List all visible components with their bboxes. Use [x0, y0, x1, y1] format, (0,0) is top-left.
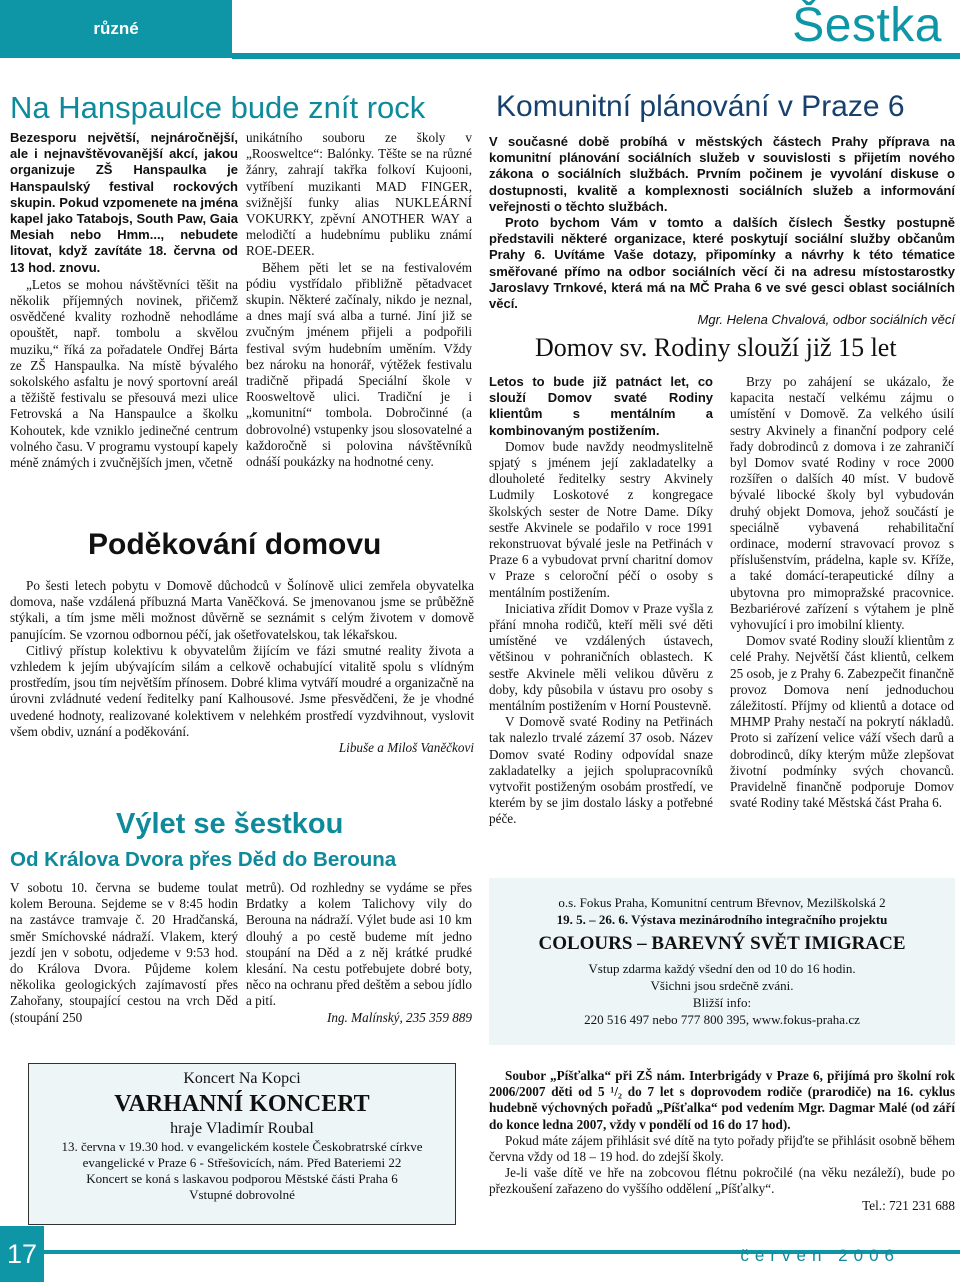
rock-column-2 [246, 130, 472, 470]
rock-paragraph-1: „Letos se mohou návštěvníci těšit na několik příjemných novinek, přičemž osvědčené kvality rozhodně nehodláme opouštět, např. tombolu a skvělou muziku,“ říká za pořadatele Ondřej Bárta ze ZŠ Hanspaulka. Na místě bývalého sokolského asfaltu je nový sportovní areál a těžiště festivalu se přesouvá mezi ulice Fetrovská a Na Hanspaulce a školku Kohoutek, kde vzniklo jedinečné centrum volného času. V programu vystoupí kapely méně známých i zvučnějších jmen, včetně [10, 276, 238, 471]
page-number: 17 [0, 1226, 44, 1282]
pistalka-paragraph-2: Je-li vaše dítě ve hře na zobcovou flétnu pokročilé (na věku nezáleží), bude po přezkoušení zařazeno do vyššího oddělení „Píšťalky“. [489, 1165, 955, 1197]
domov-paragraph-2: Iniciativa zřídit Domov v Praze vyšla z přání mnoha rodičů, kteří měli své děti umístěné ve vzdálených ústavech, většinou v pohraničních oblastech. K sestře Akvinele měli velikou důvěru z doby, kdy působila v ústavu pro osoby s mentálním postižením v Horní Poustevně. [489, 600, 713, 714]
fokus-line-6: 220 516 497 nebo 777 800 395, www.fokus-praha.cz [584, 1012, 860, 1027]
koncert-line-1: Koncert Na Kopci [183, 1070, 301, 1087]
domov-paragraph-5: Domov svaté Rodiny slouží klientům z celé Prahy. Největší část klientů, celkem 25 osob, je z Prahy 6. Zabezpečit finančně provoz Domova není jednoduchou záležitostí. Příjmy od klientů a dotace od MHMP Prahy nestačí na pokrytí nákladů. Proto si zařízení velice váží všech darů a dobrodinců, díky kterým může zlepšovat životní podmínky svých chovanců. Pravidelně finančně podporuje Domov svaté Rodiny také Městská část Praha 6. [730, 633, 954, 811]
fokus-line-1: o.s. Fokus Praha, Komunitní centrum Břevnov, Mezilškolská 2 [558, 895, 886, 910]
komunitni-signature: Mgr. Helena Chvalová, odbor sociálních věcí [697, 312, 955, 328]
fokus-title: COLOURS – BAREVNÝ SVĚT IMIGRACE [538, 933, 906, 954]
section-tab: různé [0, 0, 232, 58]
vylet-column-2 [246, 880, 472, 1026]
domov-lead: Letos to bude již patnáct let, co slouží Domov svaté Rodiny klientům s mentálním a kombinovaným postižením. [489, 374, 713, 438]
vylet-signature: Ing. Malínský, 235 359 889 [326, 1009, 472, 1025]
koncert-box [28, 1063, 456, 1225]
koncert-line-4: Koncert se koná s laskavou podporou Městské části Praha 6 [86, 1171, 398, 1186]
domov-paragraph-1: Domov bude navždy neodmyslitelně spjatý s jménem její zakladatelky a dlouholeté ředitelky sestry Akvinely Ludmily Loskotové z kongregace školských sester de Notre Dame. Díky sestře Akvinele se podařilo v roce 1991 rekonstruovat bývalé jesle na Petřinách v Praze 6 a vybudovat první charitní domov v Praze s celoroční péčí o osoby s mentálním postižením. [489, 438, 713, 600]
domov-column-2 [730, 374, 954, 811]
vylet-paragraph-2: metrů). Od rozhledny se vydáme se přes Brdatky a kolem Talichovy vily do Berouna na nádraží. Výlet bude asi 10 km dlouhý a po cestě budeme mít jedno stoupání na Děd a z něj krátké prudké klesání. Na cestu potřebujete dobré boty, něco na ochranu před deštěm a sebou jídlo a pití. [246, 880, 472, 1009]
komunitni-lead-2: Proto bychom Vám v tomto a dalších číslech Šestky postupně představili některé organizace, které poskytují sociální služby občanům Prahy 6. Uvítáme Vaše dotazy, připomínky a návrhy k této tématice směřované přímo na odbor sociálních věcí či na adresu místostarostky Jaroslavy Trnkové, která má na MČ Praha 6 ve své gesci oblast sociálních věcí. [489, 215, 955, 312]
fokus-line-3: Vstup zdarma každý všední den od 10 do 16 hodin. [588, 961, 856, 976]
rock-lead: Bezesporu největší, nejnáročnější, ale i nejnavštěvovanější akcí, jakou organizuje ZŠ Hanspaulka je Hanspaulský festival rockových skupin. Pokud vzpomenete na jména kapel jako Tatabojs, South Paw, Gaia Mesiah nebo Hmm..., nebudete litovat, když zavítáte 18. června od 13 hod. znovu. [10, 130, 238, 275]
pistalka-block [489, 1068, 955, 1214]
koncert-line-5: Vstupné dobrovolné [189, 1187, 295, 1202]
header-rule [232, 53, 960, 59]
koncert-line-2: hraje Vladimír Roubal [170, 1120, 314, 1137]
komunitni-title: Komunitní plánování v Praze 6 [496, 90, 905, 123]
koncert-title: VARHANNÍ KONCERT [114, 1091, 370, 1117]
domov-paragraph-4: Brzy po zahájení se ukázalo, že kapacita nestačí velkému zájmu o umístění v Domově. Za velkého úsilí sestry Akvinely a finanční podpory celé řady dobrodinců z domova i ze zahraničí byl Domov svaté Rodiny v roce 2000 rozšířen o dalších 40 míst. V budově bývalé libocké školy byl vybudován druhý objekt Domova, jehož součástí je speciálně vybavená rehabilitační ordinace, moderní stravovací provoz s příslušenstvím, prádelna, kaple sv. Kříže, a také domácí-terapeutické dílny a ubytovna pro mimopražské pracovnice. Bezbariérové zařízení s výtahem je plně vyhovující i pro imobilní klienty. [730, 374, 954, 633]
domov-column-1 [489, 374, 713, 828]
vylet-column-1 [10, 880, 238, 1026]
domov-title: Domov sv. Rodiny slouží již 15 let [535, 333, 897, 362]
podekovani-body [10, 578, 474, 756]
rock-title: Na Hanspaulce bude znít rock [10, 90, 426, 125]
pistalka-lead: Soubor „Píšťalka“ při ZŠ nám. Interbrigády v Praze 6, přijímá pro školní rok 2006/2007 děti od 5 ¹/₂ do 7 let s doprovodem rodiče (prarodiče) na 16. cyklus hudebně výchovných pořadů „Píšťalka“ pod vedením Mgr. Dagmar Malé (od září do konce ledna 2007, vždy v pondělí od 16 do 17 hod). [489, 1068, 955, 1132]
magazine-logo: Šestka [792, 0, 942, 52]
vylet-subtitle: Od Králova Dvora přes Děd do Berouna [10, 848, 397, 871]
podekovani-signature: Libuše a Miloš Vaněčkovi [338, 740, 474, 756]
domov-paragraph-3: V Domově svaté Rodiny na Petřinách tak nalezlo trvalé zázemí 37 osob. Název Domov svaté Rodiny odpovídal snaze zakladatelky a jejich spolupracovníků vytvořit postiženým osobám prostředí, ve kterém by se jim dostalo lásky a potřebné péče. [489, 714, 713, 827]
koncert-line-3: 13. června v 19.30 hod. v evangelickém kostele Českobratrské církve evangelické v Praze 6 - Střešovicích, nám. Před Bateriemi 22 [61, 1139, 423, 1170]
rock-paragraph-2: unikátního souboru ze školy v „Roosweltce“: Balónky. Těšte se na různé žánry, zahrají takřka folkoví Kujooni, vytříbení muzikanti MAD FINGER, svižnější funky alias NUKLEÁRNÍ VOKURKY, zpěvní ANOTHER WAY a melodičtí a hudebnímu publiku známí ROE-DEER. [246, 130, 472, 259]
fokus-line-2: 19. 5. – 26. 6. Výstava mezinárodního integračního projektu [556, 912, 888, 927]
pistalka-phone: Tel.: 721 231 688 [862, 1197, 955, 1213]
issue-month: červen 2006 [740, 1246, 900, 1265]
podekovani-paragraph-2: Citlivý přístup kolektivu k obyvatelům žijícím ve fázi smutné reality života a vzhledem k jejím ubývajícím silám a celkově ochabující vitalitě spolu s vlídným prostředím, jsou tím největším přínosem. Dobré klima vytváří moudré a organizačně na úrovni zvládnuté vedení ředitelky paní Kalhousové. Jsme přesvědčeni, že je vhodné uvedené hodnoty, realizované kolektivem v nelehkém prostředí vyzdvihnout, vyslovit všem obdiv, uznání a poděkování. [10, 642, 474, 739]
komunitni-lead-block [489, 134, 955, 328]
komunitni-lead: V současné době probíhá v městských částech Prahy příprava na komunitní plánování sociálních služeb v souvislosti s přijetím nového zákona o sociálních službách. Prvním počinem je vyvolání diskuse o dostupnosti, kvalitě a komplexnosti sociálních služeb a informování veřejnosti o těchto službách. [489, 134, 955, 214]
vylet-title: Výlet se šestkou [116, 808, 344, 840]
fokus-line-5: Bližší info: [692, 995, 752, 1010]
podekovani-title: Poděkování domovu [88, 528, 382, 561]
vylet-paragraph-1: V sobotu 10. června se budeme toulat kolem Berouna. Sejdeme se v 8:45 hodin na zastávce tramvaje č. 20 Hradčanská, směr Smíchovské nádraží. Vlakem, který jezdí jen v sobotu, odjedeme v 9:53 hod. do Králova Dvora. Půjdeme kolem několika geologických zajímavostí přes Zahořany, stoupající cestou na vrch Děd (stoupání 250 [10, 880, 238, 1025]
rock-column-1 [10, 130, 238, 471]
rock-paragraph-3: Během pěti let se na festivalovém pódiu vystřídalo přibližně pětadvacet skupin. Některé začínaly, nikdo je neznal, a dnes mají svá alba a turné. Jiní již se zvučným jménem přijeli a podpořili festival svým hudebním uměním. Vždy bez nároku na honorář, výtěžek festivalu tradičně připadá Speciální škole v Roosweltově ulici. Tradiční je i „komunitní“ tombola. Dobročinné (a dobrovolné) vstupenky jsou slosovatelné a každoročně si polovina návštěvníků odnáší poukázky na hodnotné ceny. [246, 259, 472, 470]
fokus-line-4: Všichni jsou srdečně zváni. [650, 978, 794, 993]
podekovani-paragraph-1: Po šesti letech pobytu v Domově důchodců v Šolínově ulici zemřela obyvatelka domova, naše vzdálená příbuzná Marta Vaněčková. Se jmenovanou jsme se průběžně stýkali, a tím jsme měli možnost důvěrně se seznámit s celým životem v domově panujícím. Se vzornou odbornou péčí, jak ošetřovatelskou, tak lékařskou. [10, 578, 474, 642]
fokus-box [489, 878, 955, 1045]
pistalka-paragraph-1: Pokud máte zájem přihlásit své dítě na tyto pořady přijďte se přihlásit osobně během června vždy od 18 – 19 hod. do zdejší školy. [489, 1132, 955, 1165]
